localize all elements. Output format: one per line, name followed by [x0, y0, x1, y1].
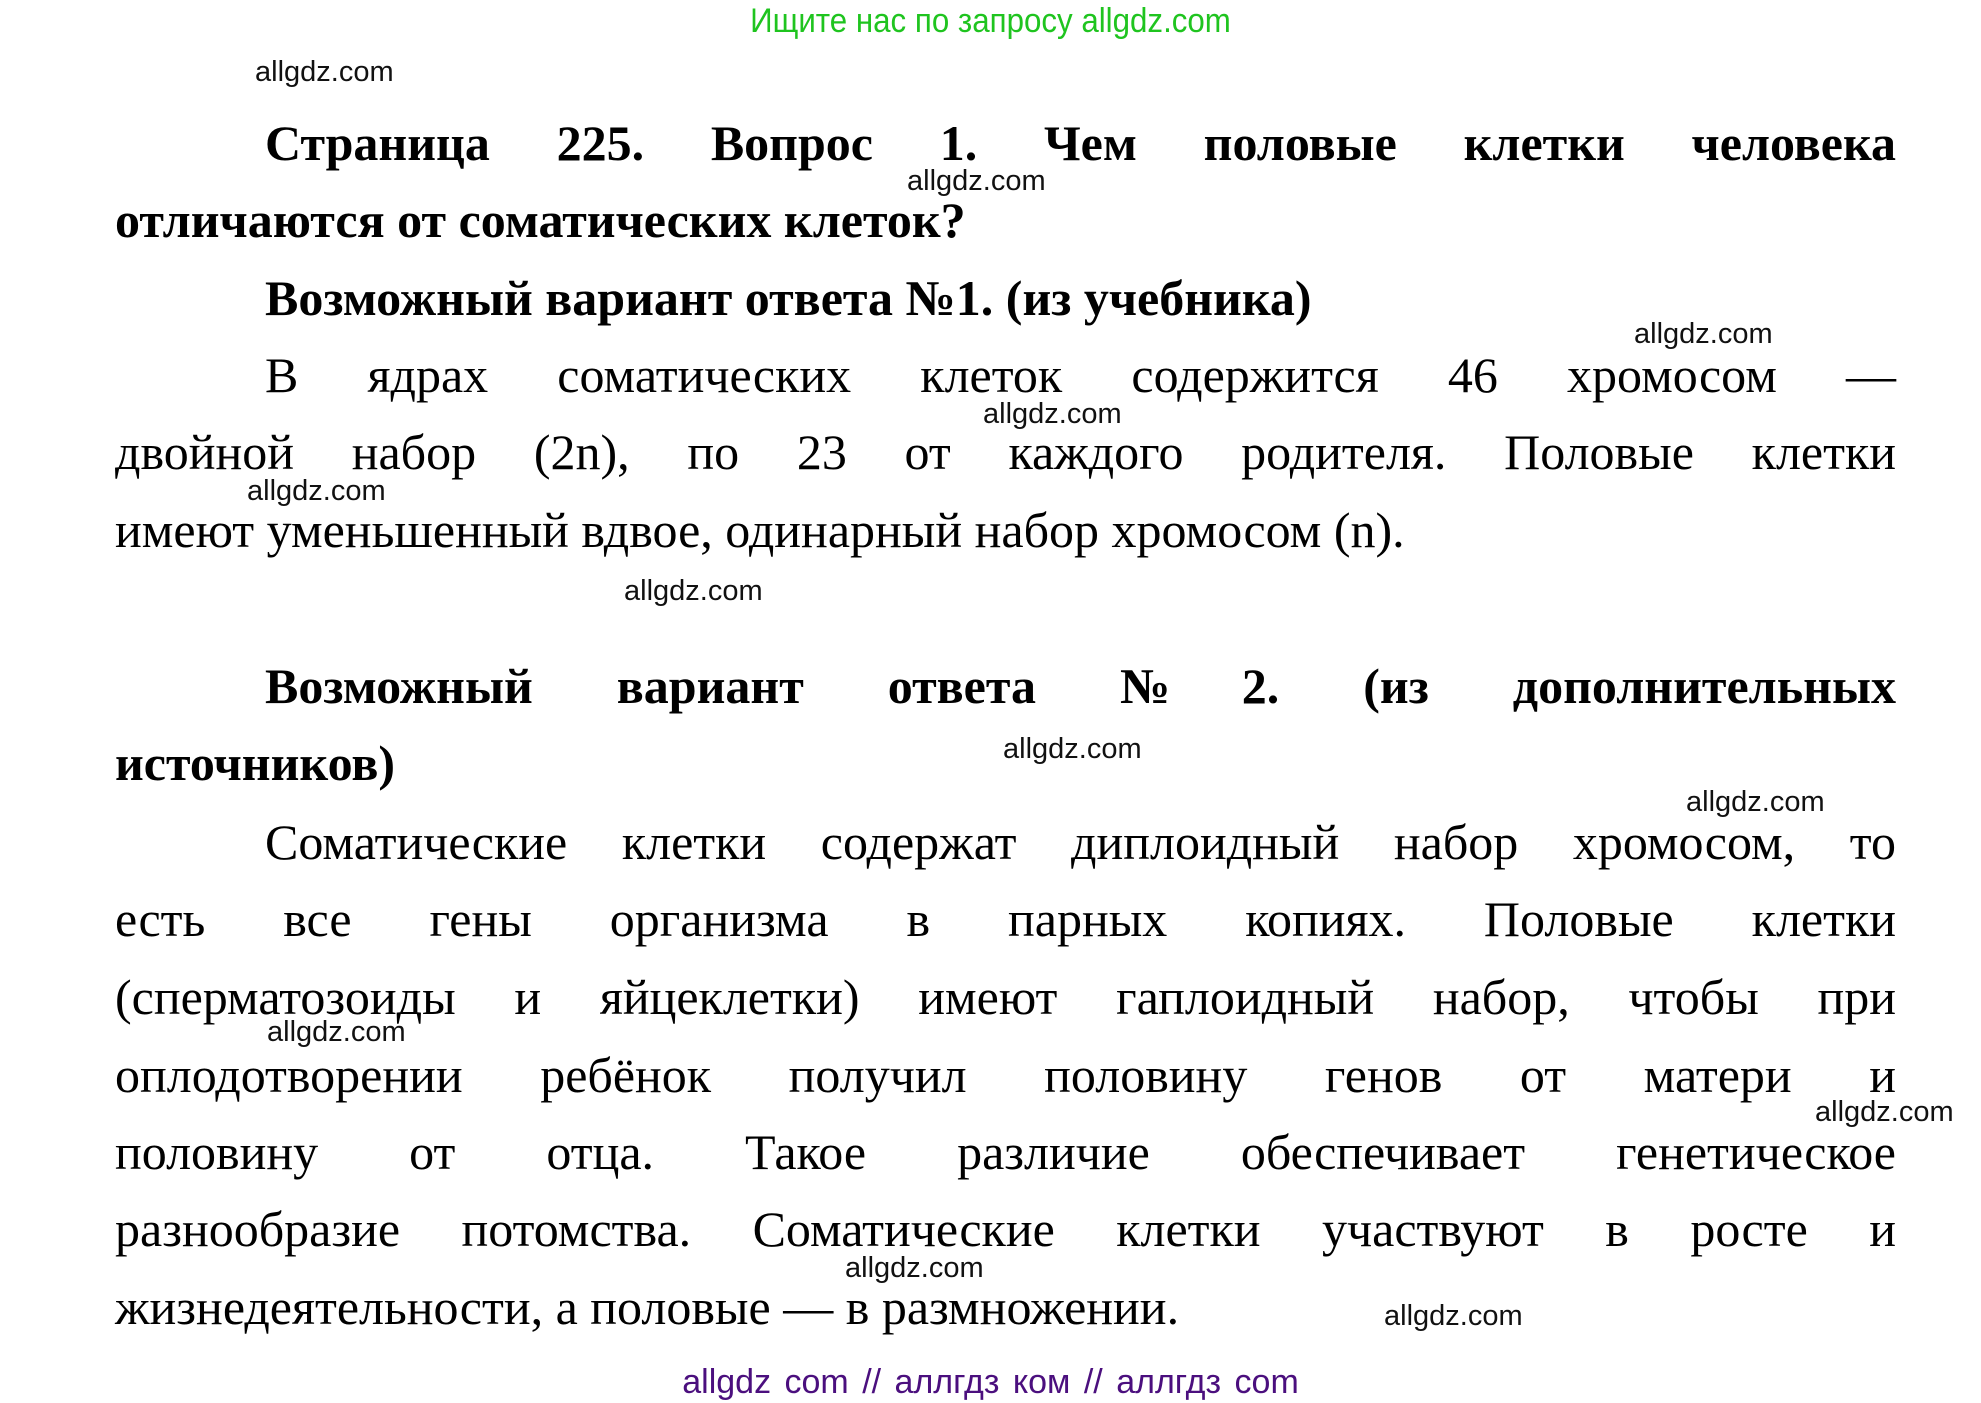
watermark: allgdz.com	[1003, 733, 1142, 765]
answer1-line-2: двойной набор (2n), по 23 от каждого родителя. Половые клетки	[115, 424, 1896, 480]
watermark: allgdz.com	[983, 398, 1122, 430]
watermark: allgdz.com	[247, 475, 386, 507]
answer2-line-7: жизнедеятельности, а половые — в размножении.	[115, 1279, 1180, 1335]
answer2-heading-line-1: Возможный вариант ответа №2. (из дополнительных	[265, 658, 1896, 714]
answer1-line-3: имеют уменьшенный вдвое, одинарный набор хромосом (n).	[115, 502, 1405, 558]
question-title-line-1: Страница 225. Вопрос 1. Чем половые клетки человека	[265, 115, 1896, 171]
answer2-line-5: половину от отца. Такое различие обеспечивает генетическое	[115, 1124, 1896, 1180]
question-title-line-2: отличаются от соматических клеток?	[115, 192, 966, 248]
watermark: allgdz.com	[1384, 1300, 1523, 1332]
watermark: allgdz.com	[907, 165, 1046, 197]
watermark: allgdz.com	[267, 1016, 406, 1048]
watermark: allgdz.com	[845, 1252, 984, 1284]
watermark: allgdz.com	[1815, 1096, 1954, 1128]
search-banner: Ищите нас по запросу allgdz.com	[750, 2, 1231, 40]
footer-watermark: allgdz com // аллгдз ком // аллгдз com	[682, 1363, 1299, 1401]
answer1-line-1: В ядрах соматических клеток содержится 46 хромосом —	[265, 347, 1896, 403]
watermark: allgdz.com	[1634, 318, 1773, 350]
answer1-heading: Возможный вариант ответа №1. (из учебника)	[265, 270, 1312, 326]
answer2-line-3: (сперматозоиды и яйцеклетки) имеют гаплоидный набор, чтобы при	[115, 969, 1896, 1025]
watermark: allgdz.com	[255, 56, 394, 88]
answer2-heading-line-2: источников)	[115, 735, 395, 791]
answer2-line-4: оплодотворении ребёнок получил половину генов от матери и	[115, 1047, 1896, 1103]
answer2-line-6: разнообразие потомства. Соматические клетки участвуют в росте и	[115, 1201, 1896, 1257]
answer2-line-2: есть все гены организма в парных копиях. Половые клетки	[115, 891, 1896, 947]
watermark: allgdz.com	[624, 575, 763, 607]
answer2-line-1: Соматические клетки содержат диплоидный набор хромосом, то	[265, 814, 1896, 870]
watermark: allgdz.com	[1686, 786, 1825, 818]
